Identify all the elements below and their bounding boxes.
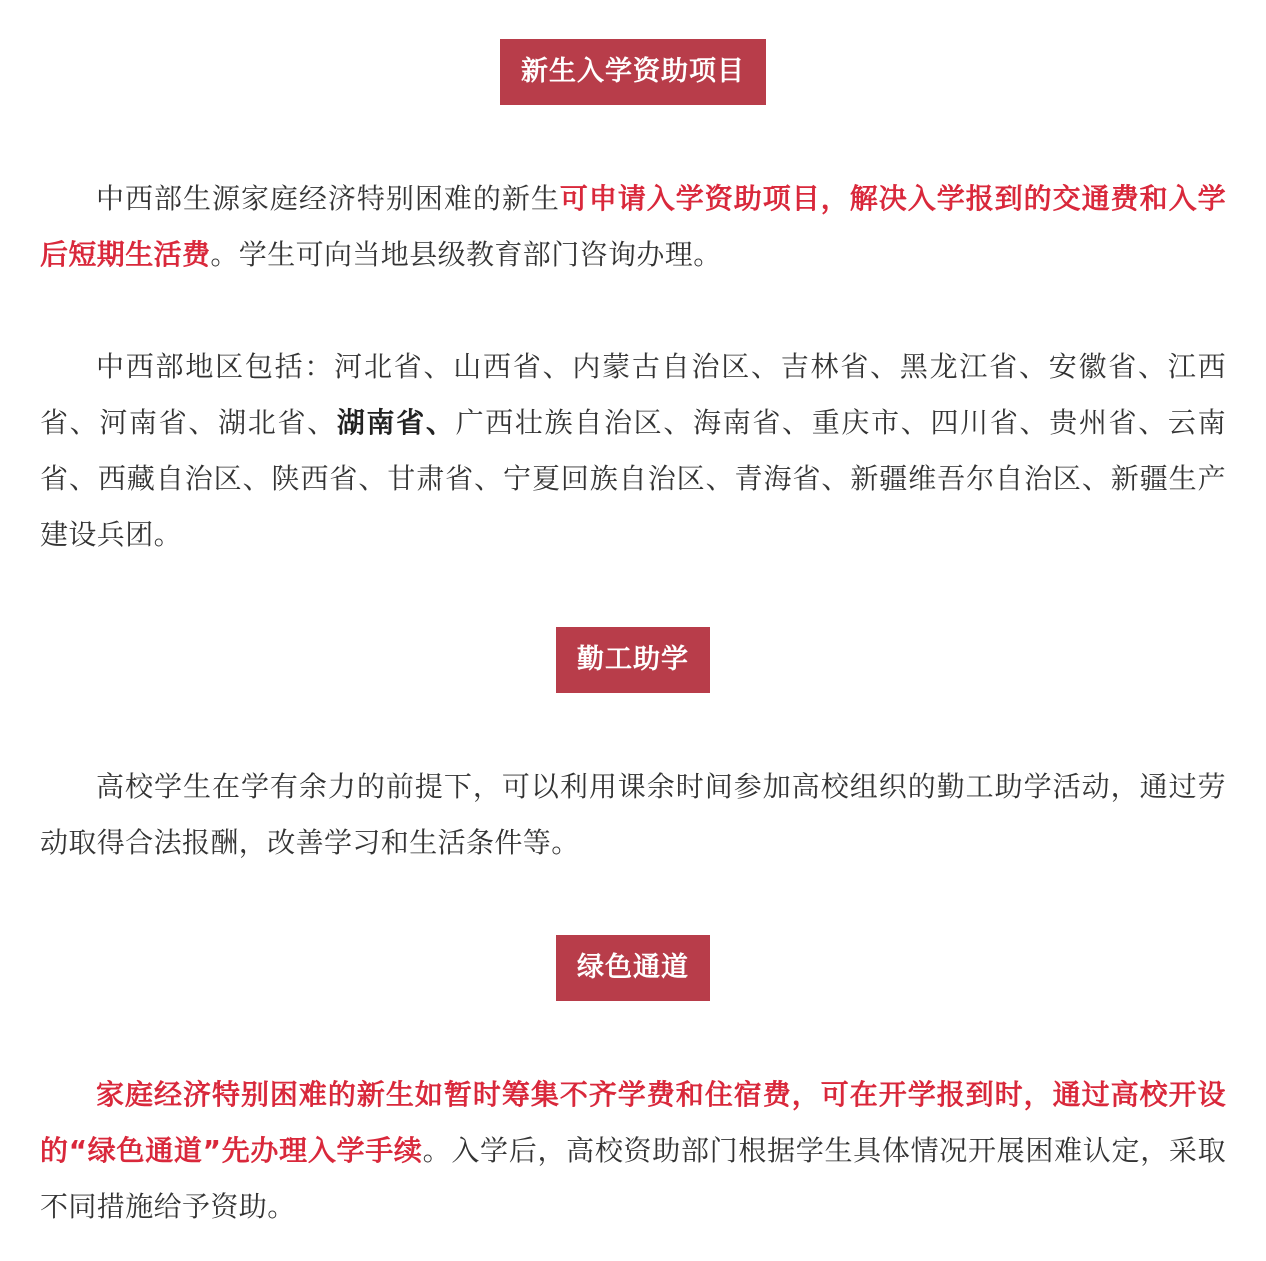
section-badge: 新生入学资助项目: [500, 39, 766, 105]
paragraph-text: 。入学后，高校资助部门根据学生具体情况开展困难认定，采取不同措施给予资助。: [40, 1134, 1226, 1223]
paragraph-text: 。学生可向当地县级教育部门咨询办理。: [210, 238, 722, 271]
highlight-text: 家庭经济特别困难的新生如暂时筹集不齐学费和住宿费，可在开学报到时，通过高校开设的“绿色通道”先办理入学手续: [40, 1078, 1226, 1167]
paragraph-text: 中西部地区包括：河北省、山西省、内蒙古自治区、吉林省、黑龙江省、安徽省、江西省、河南省、湖北省、: [40, 350, 1226, 439]
paragraph-admission-aid: [40, 171, 1226, 283]
paragraph-regions: [40, 339, 1226, 563]
section-badge: 勤工助学: [556, 627, 710, 693]
paragraph-text: 广西壮族自治区、海南省、重庆市、四川省、贵州省、云南省、西藏自治区、陕西省、甘肃省、宁夏回族自治区、青海省、新疆维吾尔自治区、新疆生产建设兵团。: [40, 406, 1226, 551]
paragraph-text: 中西部生源家庭经济特别困难的新生: [96, 182, 560, 215]
section-badge: 绿色通道: [556, 935, 710, 1001]
paragraph-work-study: [40, 759, 1226, 871]
paragraph-green-channel: [40, 1067, 1226, 1235]
bold-text-hunan: 湖南省、: [336, 406, 456, 439]
highlight-text: 可申请入学资助项目，解决入学报到的交通费和入学后短期生活费: [40, 182, 1227, 271]
paragraph-text: 高校学生在学有余力的前提下，可以利用课余时间参加高校组织的勤工助学活动，通过劳动取得合法报酬，改善学习和生活条件等。: [40, 770, 1226, 859]
section-title-green-channel: [0, 935, 1266, 1001]
section-title-work-study: [0, 627, 1266, 693]
section-title-admission-aid: [0, 39, 1266, 105]
